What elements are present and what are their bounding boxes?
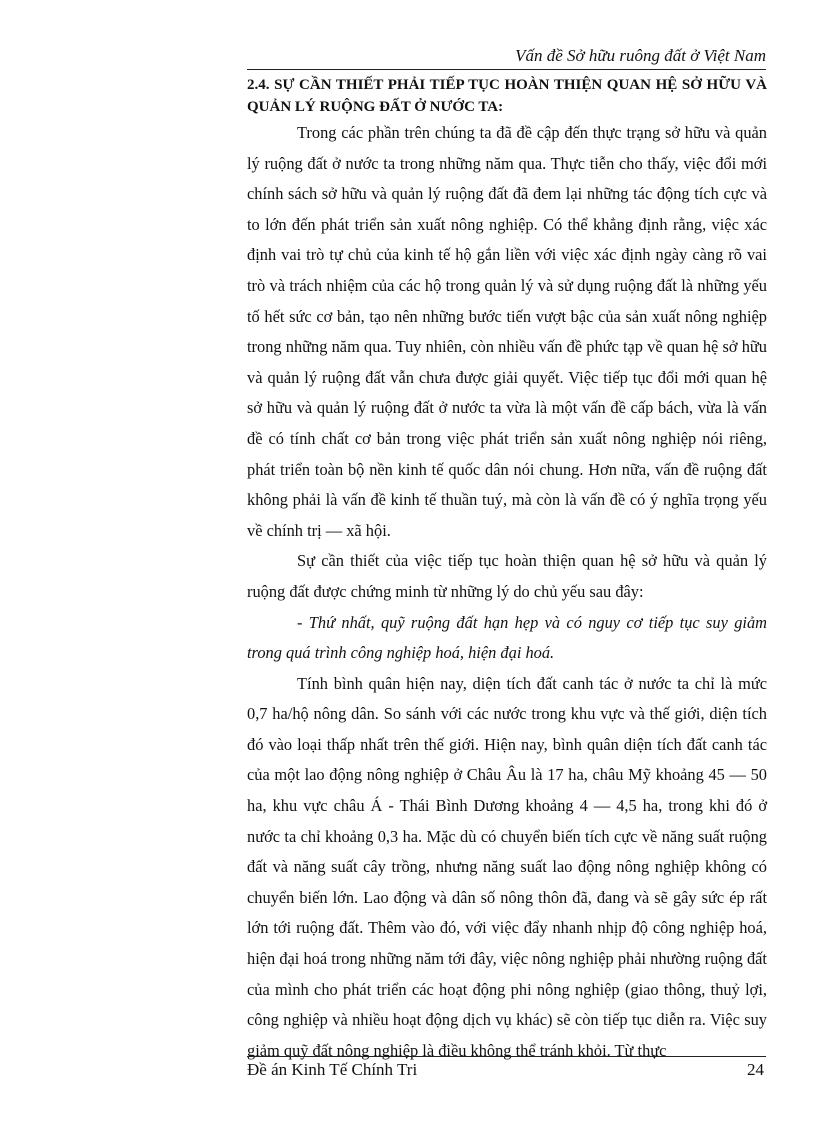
page-number: 24	[747, 1060, 764, 1079]
body-paragraph-2: Sự cần thiết của việc tiếp tục hoàn thiện quan hệ sở hữu và quản lý ruộng đất được chứng minh từ những lý do chủ yếu sau đây:	[247, 551, 767, 601]
body-paragraph-3: Tính bình quân hiện nay, diện tích đất canh tác ở nước ta chỉ là mức 0,7 ha/hộ nông dân. So sánh với các nước trong khu vực và thế giới, diện tích đó vào loại thấp nhất trên thế giới. Hiện nay, bình quân diện tích đất canh tác của một lao động nông nghiệp ở Châu Âu là 17 ha, châu Mỹ khoảng 45 — 50 ha, khu vực châu Á - Thái Bình Dương khoảng 4 — 4,5 ha, trong khi đó ở nước ta chỉ khoảng 0,3 ha. Mặc dù có chuyển biến tích cực về năng suất ruộng đất và năng suất cây trồng, nhưng năng suất lao động nông nghiệp không có chuyển biến lớn. Lao động và dân số nông thôn đã, đang và sẽ gây sức ép rất lớn tới ruộng đất. Thêm vào đó, với việc đẩy nhanh nhịp độ công nghiệp hoá, hiện đại hoá trong những năm tới đây, việc nông nghiệp phải nhường ruộng đất của mình cho phát triển các hoạt động phi nông nghiệp (giao thông, thuỷ lợi, công nghiệp và nhiều hoạt động dịch vụ khác) sẽ còn tiếp tục diễn ra. Việc suy giảm quỹ đất nông nghiệp là điều không thể tránh khỏi. Từ thực	[247, 673, 767, 1060]
running-header	[247, 46, 766, 70]
footer-title: Đề án Kinh Tế Chính Tri	[247, 1060, 418, 1079]
body-paragraph-1: Trong các phần trên chúng ta đã đề cập đến thực trạng sở hữu và quản lý ruộng đất ở nước ta trong những năm qua. Thực tiễn cho thấy, việc đổi mới chính sách sở hữu và quản lý ruộng đất đã đem lại những tác động tích cực và to lớn đến phát triển sản xuất nông nghiệp. Có thể khẳng định rằng, việc xác định vai trò tự chủ của kinh tế hộ gắn liền với việc xác định ngày càng rõ vai trò và trách nhiệm của các hộ trong quản lý và sử dụng ruộng đất là những yếu tố hết sức cơ bản, tạo nên những bước tiến vượt bậc của sản xuất nông nghiệp trong những năm qua. Tuy nhiên, còn nhiều vấn đề phức tạp về quan hệ sở hữu và quản lý ruộng đất vẫn chưa được giải quyết. Việc tiếp tục đổi mới quan hệ sở hữu và quản lý ruộng đất ở nước ta vừa là một vấn đề cấp bách, vừa là vấn đề có tính chất cơ bản trong việc phát triển sản xuất nông nghiệp nói riêng, phát triển toàn bộ nền kinh tế quốc dân nói chung. Hơn nữa, vấn đề ruộng đất không phải là vấn đề kinh tế thuần tuý, mà còn là vấn đề có ý nghĩa trọng yếu về chính trị — xã hội.	[247, 123, 767, 540]
page-footer	[247, 1056, 766, 1080]
page-body	[247, 74, 767, 1066]
subpoint-italic: - Thứ nhất, quỹ ruộng đất hạn hẹp và có nguy cơ tiếp tục suy giảm trong quá trình công nghiệp hoá, hiện đại hoá.	[247, 612, 767, 663]
section-heading: 2.4. SỰ CẦN THIẾT PHẢI TIẾP TỤC HOÀN THIỆN QUAN HỆ SỞ HỮU VÀ QUẢN LÝ RUỘNG ĐẤT Ở NƯỚC TA:	[247, 77, 767, 115]
running-title: Vấn đề Sở hữu ruông đất ở Việt Nam	[515, 46, 766, 65]
